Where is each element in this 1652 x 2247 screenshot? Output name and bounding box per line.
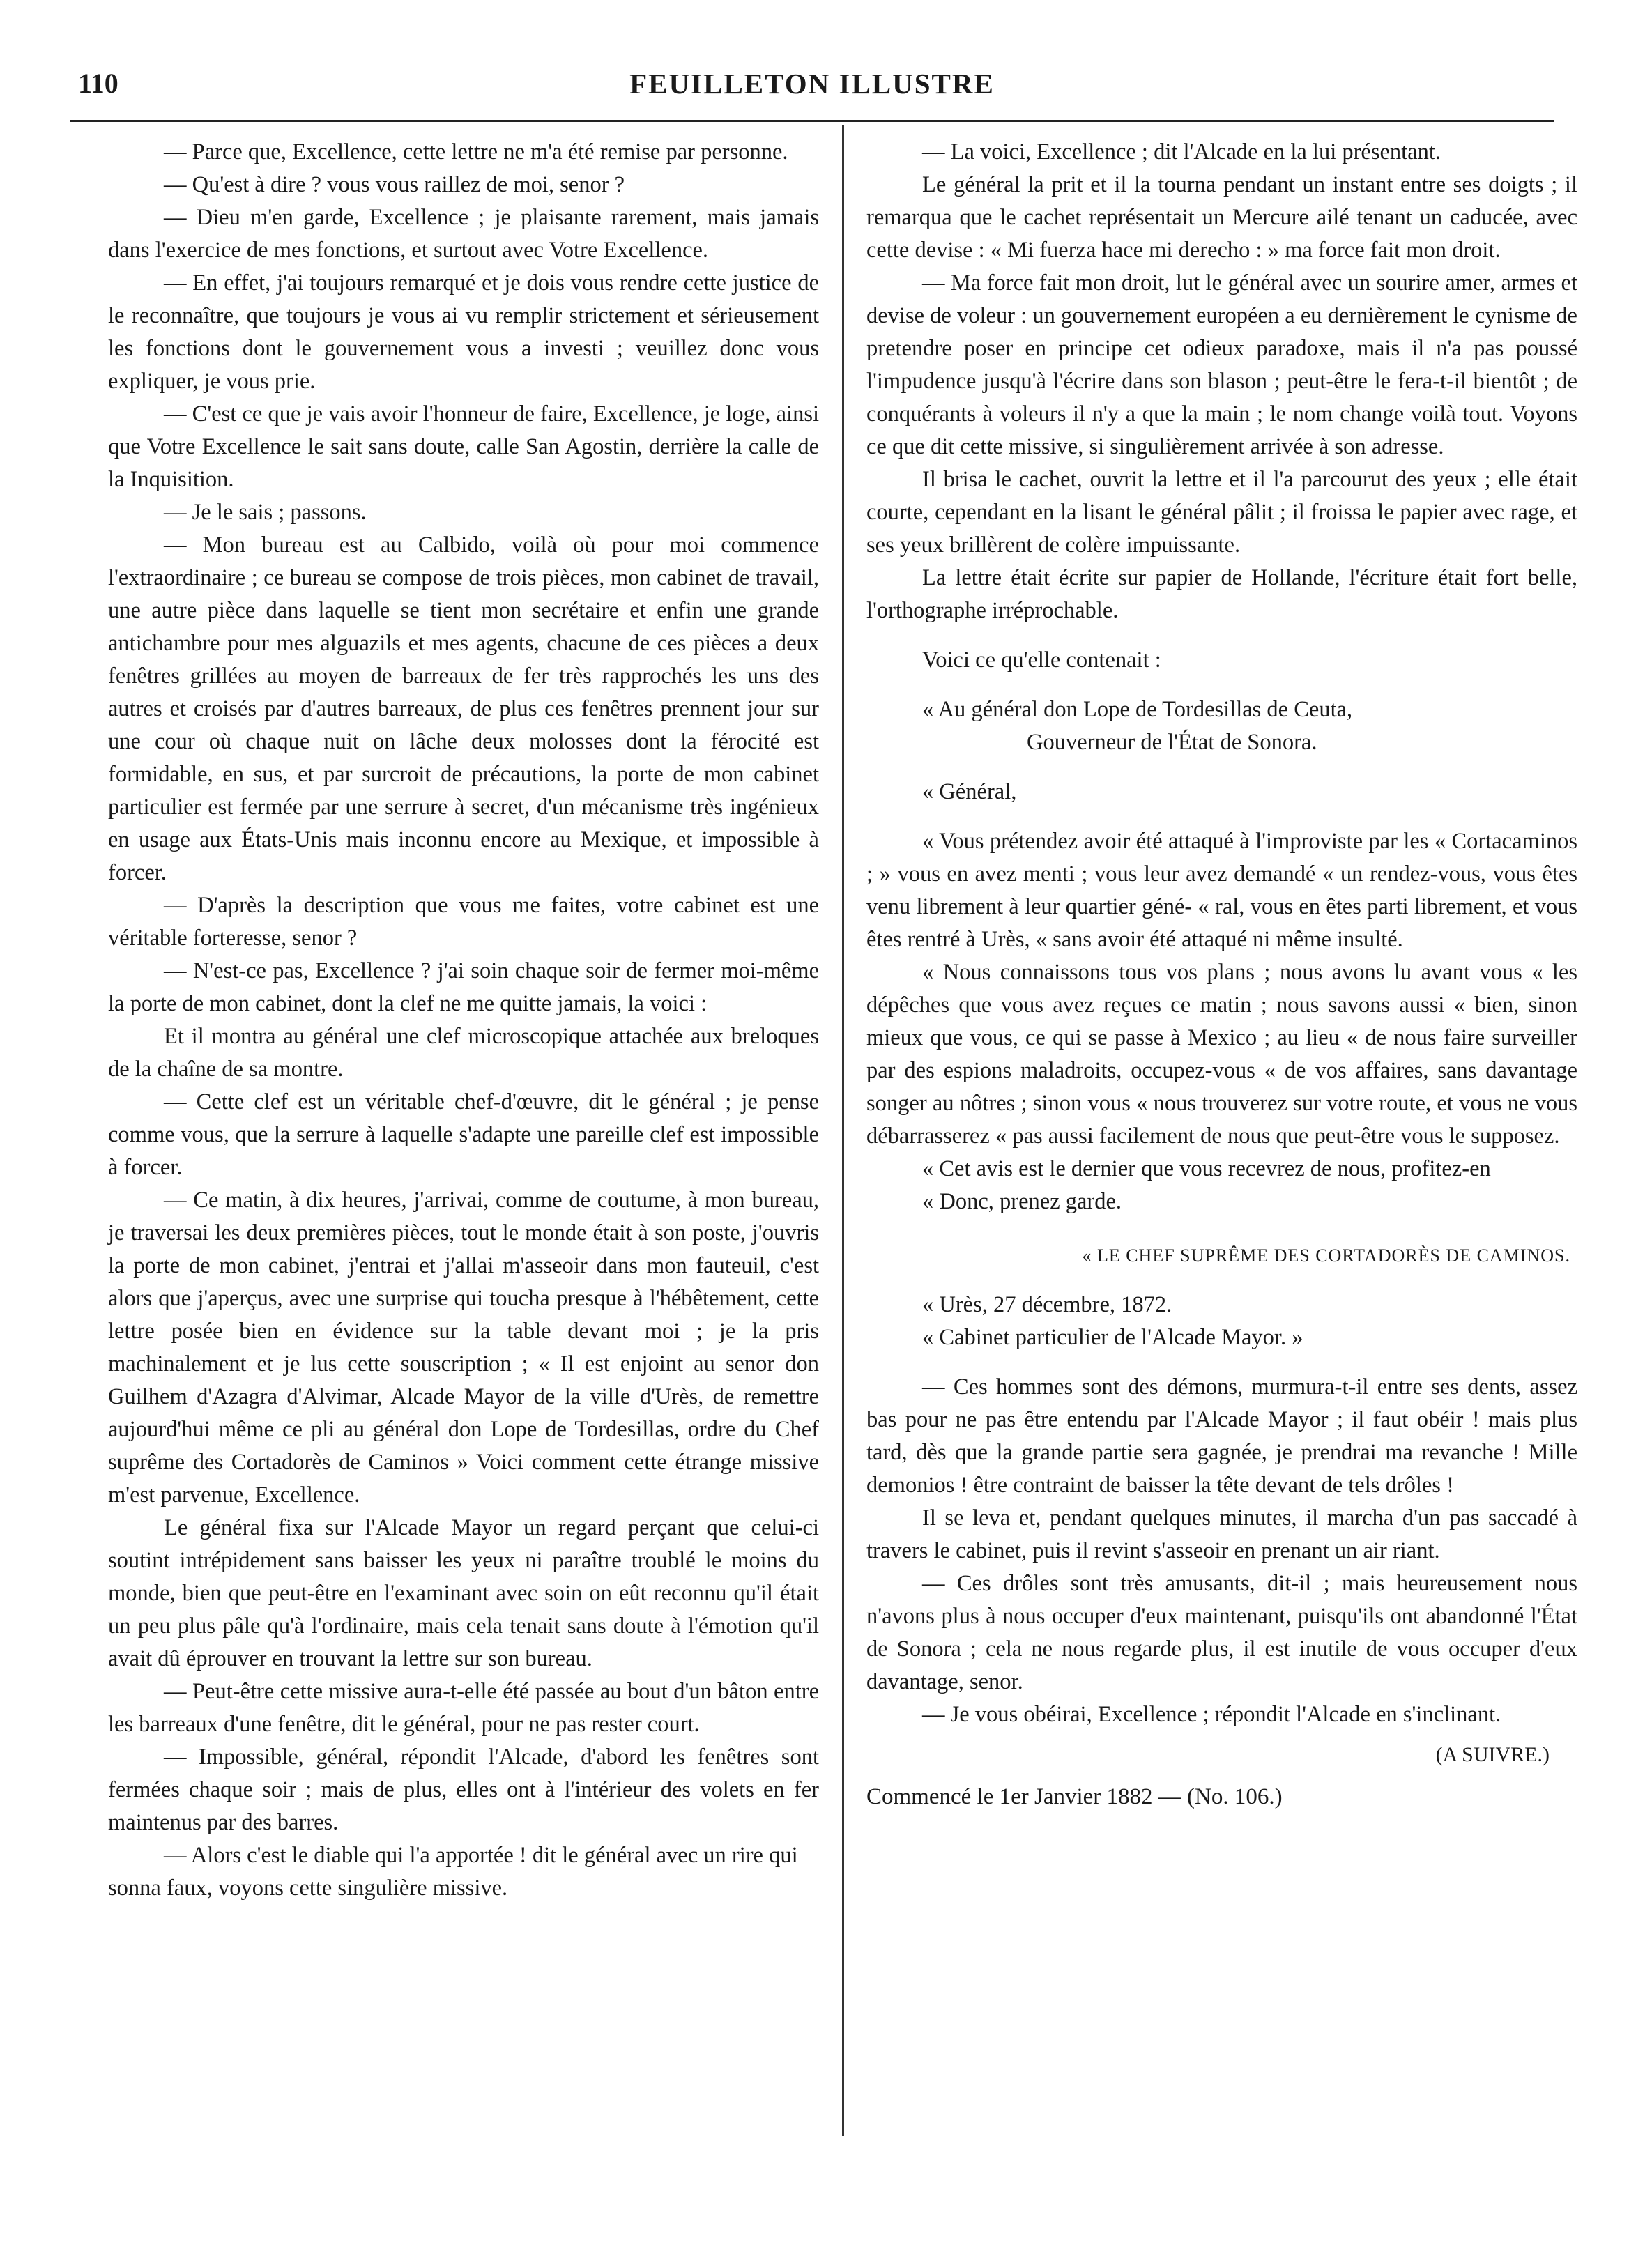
page-number: 110 <box>78 68 118 99</box>
footer-note: Commencé le 1er Janvier 1882 — (No. 106.) <box>866 1784 1283 1809</box>
letter-salutation: « Général, <box>922 779 1017 804</box>
paragraph: Le général fixa sur l'Alcade Mayor un regard perçant que celui-ci soutint intrépidement sans baisser les yeux ni paraître troublé le moins du monde, bien que peut-être en l'examinant avec soin on eût reconnu qu'il était un peu plus pâle qu'à l'ordinaire, mais cela tenait sans doute à l'émotion qu'il avait dû éprouver en trouvant la lettre sur son bureau. <box>108 1515 819 1671</box>
paragraph: — La voici, Excellence ; dit l'Alcade en la lui présentant. <box>922 139 1441 164</box>
paragraph: Il brisa le cachet, ouvrit la lettre et il l'a parcourut des yeux ; elle était courte, cependant en la lisant le général pâlit ; il froissa le papier avec rage, et ses yeux brillèrent de colère impuissante. <box>866 467 1577 558</box>
paragraph: — Je vous obéirai, Excellence ; répondit l'Alcade en s'inclinant. <box>922 1702 1501 1727</box>
right-column <box>866 136 1577 1813</box>
letter-date: « Urès, 27 décembre, 1872. <box>922 1292 1172 1317</box>
paragraph: — Mon bureau est au Calbido, voilà où pour moi commence l'extraordinaire ; ce bureau se compose de trois pièces, mon cabinet de travail, une autre pièce dans laquelle se tient mon secrétaire et enfin une grande antichambre pour mes alguazils et mes agents, chacune de ces pièces a deux fenêtres grillées au moyen de barreaux de fer très rapprochés les uns des autres et croisés par d'autres barreaux, de plus ces fenêtres prennent jour sur une cour où chaque nuit on lâche deux molosses dont la férocité est formidable, en sus, et par surcroit de précautions, la porte de mon cabinet particulier est fermée par une serrure à secret, d'un mécanisme très ingénieux en usage aux États-Unis mais inconnu encore au Mexique, et impossible à forcer. <box>108 532 819 885</box>
header-rule <box>70 120 1554 122</box>
letter-address: « Au général don Lope de Tordesillas de Ceuta, <box>922 697 1353 722</box>
paragraph: Le général la prit et il la tourna pendant un instant entre ses doigts ; il remarqua que le cachet représentait un Mercure ailé tenant un caducée, avec cette devise : « Mi fuerza hace mi derecho : » ma force fait mon droit. <box>866 172 1577 263</box>
letter-signature: « LE CHEF SUPRÊME DES CORTADORÈS DE CAMINOS. <box>1082 1245 1570 1266</box>
paragraph: — C'est ce que je vais avoir l'honneur de faire, Excellence, je loge, ainsi que Votre Excellence le sait sans doute, calle San Agostin, derrière la calle de la Inquisition. <box>108 401 819 492</box>
paragraph: — Ces hommes sont des démons, murmura-t-il entre ses dents, assez bas pour ne pas être entendu par l'Alcade Mayor ; il faut obéir ! mais plus tard, dès que la grande partie sera gagnée, je prendrai ma revanche ! Mille demonios ! être contraint de baisser la tête devant de tels drôles ! <box>866 1374 1577 1498</box>
letter-address: Gouverneur de l'État de Sonora. <box>1027 730 1317 755</box>
running-title: FEUILLETON ILLUSTRE <box>629 68 995 100</box>
paragraph: Voici ce qu'elle contenait : <box>922 647 1161 673</box>
paragraph: — Je le sais ; passons. <box>164 500 367 525</box>
letter-paragraph: « Cet avis est le dernier que vous recevrez de nous, profitez-en <box>922 1156 1491 1181</box>
page-header <box>70 67 1554 109</box>
letter-paragraph: « Donc, prenez garde. <box>922 1189 1122 1214</box>
letter-paragraph: « Vous prétendez avoir été attaqué à l'improviste par les « Cortacaminos ; » vous en avez menti ; vous leur avez demandé « un rendez-vous, vous êtes venu librement à leur quartier géné- « ral, vous en êtes parti librement, et vous êtes rentré à Urès, « sans avoir été attaqué ni même insulté. <box>866 829 1577 952</box>
letter-place: « Cabinet particulier de l'Alcade Mayor. » <box>922 1325 1303 1350</box>
paragraph: — N'est-ce pas, Excellence ? j'ai soin chaque soir de fermer moi-même la porte de mon cabinet, dont la clef ne me quitte jamais, la voici : <box>108 958 819 1016</box>
paragraph: — Impossible, général, répondit l'Alcade, d'abord les fenêtres sont fermées chaque soir ; mais de plus, elles ont à l'intérieur des volets en fer maintenus par des barres. <box>108 1744 819 1835</box>
paragraph: — Peut-être cette missive aura-t-elle été passée au bout d'un bâton entre les barreaux d'une fenêtre, dit le général, pour ne pas rester court. <box>108 1679 819 1737</box>
paragraph: — Qu'est à dire ? vous vous raillez de moi, senor ? <box>164 172 625 197</box>
column-divider <box>842 125 844 2136</box>
paragraph: — Alors c'est le diable qui l'a apportée ! dit le général avec un rire qui sonna faux, voyons cette singulière missive. <box>108 1843 798 1901</box>
paragraph: — En effet, j'ai toujours remarqué et je dois vous rendre cette justice de le reconnaître, que toujours je vous ai vu remplir strictement et sérieusement les fonctions dont le gouvernement vous a investi ; veuillez donc vous expliquer, je vous prie. <box>108 270 819 394</box>
paragraph: Il se leva et, pendant quelques minutes, il marcha d'un pas saccadé à travers le cabinet, puis il revint s'asseoir en prenant un air riant. <box>866 1505 1577 1563</box>
paragraph: La lettre était écrite sur papier de Hollande, l'écriture était fort belle, l'orthographe irréprochable. <box>866 565 1577 623</box>
paragraph: — Ces drôles sont très amusants, dit-il ; mais heureusement nous n'avons plus à nous occuper d'eux maintenant, puisqu'ils ont abandonné l'État de Sonora ; cela ne nous regarde plus, il est inutile de vous occuper d'eux davantage, senor. <box>866 1571 1577 1694</box>
paragraph: — Ma force fait mon droit, lut le général avec un sourire amer, armes et devise de voleur : un gouvernement européen a eu dernièrement le cynisme de pretendre poser en principe cet odieux paradoxe, mais il n'a pas poussé l'impudence jusqu'à l'écrire dans son blason ; peut-être le fera-t-il bientôt ; de conquérants à voleurs il n'y a que la main ; le nom change voilà tout. Voyons ce que dit cette missive, si singulièrement arrivée à son adresse. <box>866 270 1577 459</box>
paragraph: — Parce que, Excellence, cette lettre ne m'a été remise par personne. <box>164 139 788 164</box>
paragraph: — Dieu m'en garde, Excellence ; je plaisante rarement, mais jamais dans l'exercice de mes fonctions, et surtout avec Votre Excellence. <box>108 205 819 263</box>
left-column <box>108 136 819 1905</box>
paragraph: Et il montra au général une clef microscopique attachée aux breloques de la chaîne de sa montre. <box>108 1024 819 1082</box>
paragraph: — Cette clef est un véritable chef-d'œuvre, dit le général ; je pense comme vous, que la serrure à laquelle s'adapte une pareille clef est impossible à forcer. <box>108 1089 819 1180</box>
paragraph: — D'après la description que vous me faites, votre cabinet est une véritable forteresse, senor ? <box>108 893 819 951</box>
to-be-continued: (A SUIVRE.) <box>1435 1743 1550 1766</box>
paragraph: — Ce matin, à dix heures, j'arrivai, comme de coutume, à mon bureau, je traversai les deux premières pièces, tout le monde était à son poste, j'ouvris la porte de mon cabinet, j'entrai et j'allai m'asseoir dans mon fauteuil, c'est alors que j'aperçus, avec une surprise qui toucha presque à l'hébêtement, cette lettre posée bien en évidence sur la table devant moi ; je la pris machinalement et je lus cette souscription ; « Il est enjoint au senor don Guilhem d'Azagra d'Alvimar, Alcade Mayor de la ville d'Urès, de remettre aujourd'hui même ce pli au général don Lope de Tordesillas, ordre du Chef suprême des Cortadorès de Caminos » Voici comment cette étrange missive m'est parvenue, Excellence. <box>108 1188 819 1508</box>
letter-paragraph: « Nous connaissons tous vos plans ; nous avons lu avant vous « les dépêches que vous avez reçues ce matin ; nous savons aussi « bien, sinon mieux que vous, ce qui se passe à Mexico ; au lieu « de nous faire surveiller par des espions maladroits, occupez-vous « de vos affaires, sans davantage songer au nôtres ; sinon vous « nous trouverez sur votre route, et vous ne vous débarrasserez « pas aussi facilement de nous que peut-être vous le supposez. <box>866 960 1577 1149</box>
